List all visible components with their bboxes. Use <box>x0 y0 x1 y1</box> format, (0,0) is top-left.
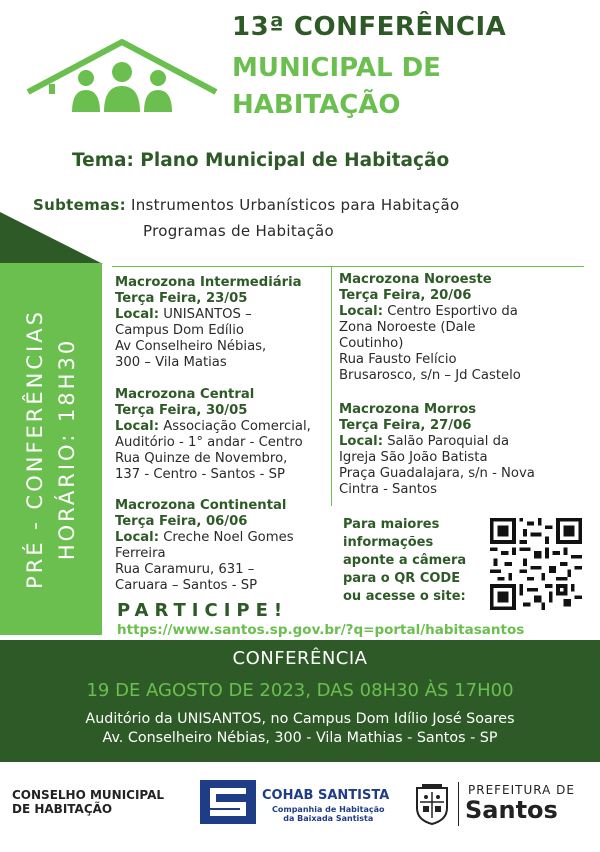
info-line: Para maiores <box>343 517 440 532</box>
prefeitura-label: PREFEITURA DE <box>468 783 575 797</box>
cohab-sub-1: Companhia de Habitação <box>272 805 385 814</box>
event-line: Ferreira <box>115 546 166 561</box>
conference-label: CONFERÊNCIA <box>232 648 368 669</box>
event-line: Salão Paroquial da <box>387 434 510 449</box>
tema-heading: Tema: Plano Municipal de Habitação <box>72 150 450 171</box>
house-family-logo-icon <box>22 38 222 118</box>
event-line: Auditório - 1° andar - Centro <box>115 435 303 450</box>
cohab-sub-2: da Baixada Santista <box>283 814 374 823</box>
event-line: Creche Noel Gomes <box>163 530 294 545</box>
subtemas-label: Subtemas: <box>33 196 126 214</box>
santos-coat-of-arms-icon <box>413 782 451 826</box>
divider-horizontal <box>112 266 584 267</box>
local-label: Local: <box>115 530 159 545</box>
event-morros <box>339 402 535 498</box>
local-label: Local: <box>339 304 383 319</box>
qr-code-icon[interactable] <box>490 518 582 610</box>
conference-address-2: Av. Conselheiro Nébias, 300 - Vila Mathias - Santos - SP <box>102 730 498 746</box>
event-line: Centro Esportivo da <box>387 304 518 319</box>
event-line: UNISANTOS – <box>163 307 252 322</box>
cmh-line-1: CONSELHO MUNICIPAL <box>12 788 165 802</box>
event-line: Brusarosco, s/n – Jd Castelo <box>339 368 521 383</box>
event-line: Associação Comercial, <box>163 419 311 434</box>
event-date: Terça Feira, 20/06 <box>339 288 472 303</box>
website-link[interactable]: https://www.santos.sp.gov.br/?q=portal/habitasantos <box>117 622 525 638</box>
title-line-2: MUNICIPAL DE <box>232 53 441 83</box>
sidebar-line-2: HORÁRIO: 18H30 <box>55 337 79 561</box>
divider-vertical <box>331 266 332 506</box>
local-label: Local: <box>115 419 159 434</box>
conference-address-1: Auditório da UNISANTOS, no Campus Dom Idílio José Soares <box>85 711 515 727</box>
cohab-name: COHAB SANTISTA <box>262 788 390 803</box>
event-line: Campus Dom Edílio <box>115 323 244 338</box>
event-date: Terça Feira, 06/06 <box>115 514 248 529</box>
conference-date: 19 DE AGOSTO DE 2023, DAS 08H30 ÀS 17H00 <box>86 680 514 701</box>
cmh-line-2: DE HABITAÇÃO <box>12 802 113 816</box>
event-name: Macrozona Morros <box>339 402 477 417</box>
santos-wordmark: Santos <box>465 796 558 824</box>
event-name: Macrozona Central <box>115 387 255 402</box>
event-line: Praça Guadalajara, s/n - Nova <box>339 466 535 481</box>
info-line: para o QR CODE <box>343 571 461 586</box>
event-name: Macrozona Noroeste <box>339 272 492 287</box>
event-line: 300 – Vila Matias <box>115 355 227 370</box>
sidebar-vertical-text <box>19 309 83 589</box>
info-line: aponte a câmera <box>343 553 467 568</box>
event-line: 137 - Centro - Santos - SP <box>115 467 285 482</box>
subtema-2: Programas de Habitação <box>143 222 335 240</box>
event-line: Rua Fausto Felício <box>339 352 457 367</box>
local-label: Local: <box>339 434 383 449</box>
event-line: Cintra - Santos <box>339 482 437 497</box>
event-name: Macrozona Continental <box>115 498 287 513</box>
event-line: Rua Quinze de Novembro, <box>115 451 288 466</box>
dark-wedge-decoration <box>0 212 103 264</box>
event-name: Macrozona Intermediária <box>115 275 302 290</box>
event-line: Rua Caramuru, 631 – <box>115 562 255 577</box>
event-line: Zona Noroeste (Dale <box>339 320 476 335</box>
event-line: Coutinho) <box>339 336 404 351</box>
title-line-1: 13ª CONFERÊNCIA <box>232 12 507 42</box>
event-line: Caruara – Santos - SP <box>115 578 258 593</box>
event-line: Igreja São João Batista <box>339 450 488 465</box>
local-label: Local: <box>115 307 159 322</box>
qr-info-text <box>343 516 466 606</box>
event-noroeste <box>339 272 521 384</box>
cohab-subtitle <box>272 805 385 823</box>
info-line: informações <box>343 535 434 550</box>
sidebar-line-1: PRÉ - CONFERÊNCIAS <box>23 309 47 589</box>
cohab-logo-icon <box>200 780 256 824</box>
info-line: ou acesse o site: <box>343 589 466 604</box>
title-line-3: HABITAÇÃO <box>232 90 401 120</box>
participe-heading: PARTICIPE! <box>117 600 289 621</box>
event-date: Terça Feira, 23/05 <box>115 291 248 306</box>
event-continental <box>115 498 294 594</box>
event-date: Terça Feira, 30/05 <box>115 403 248 418</box>
event-central <box>115 387 311 483</box>
event-intermediaria <box>115 275 302 371</box>
event-date: Terça Feira, 27/06 <box>339 418 472 433</box>
event-line: Av Conselheiro Nébias, <box>115 339 267 354</box>
footer-separator <box>458 782 459 826</box>
cmh-logo-text <box>12 788 164 816</box>
subtema-1: Instrumentos Urbanísticos para Habitação <box>131 196 460 214</box>
